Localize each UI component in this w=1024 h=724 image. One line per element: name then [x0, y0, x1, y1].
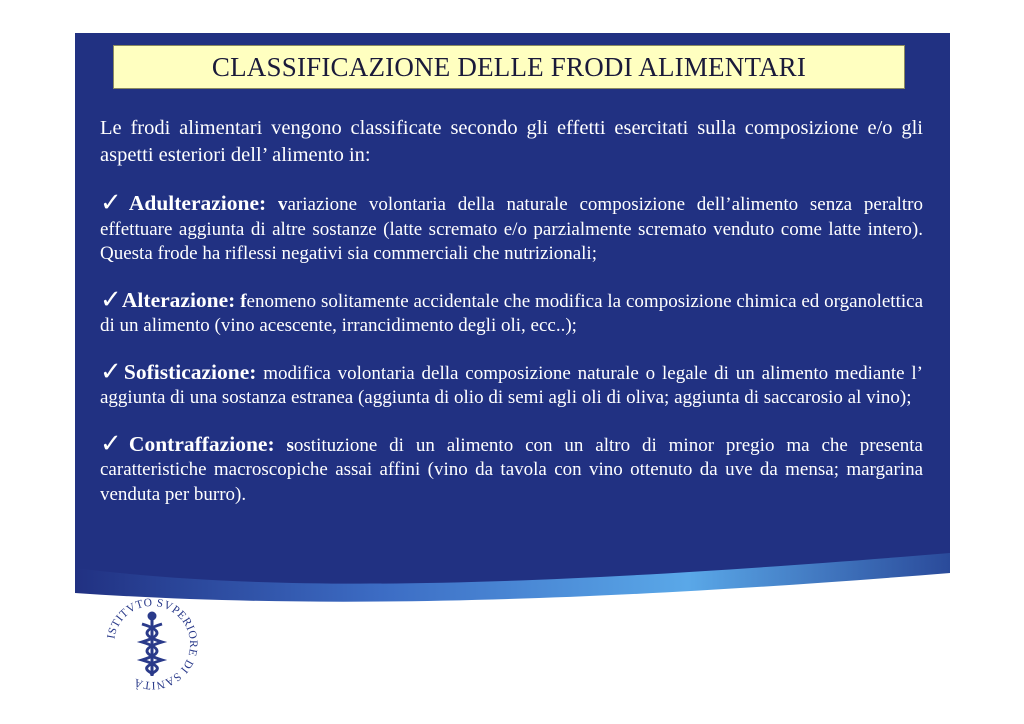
checkmark-icon: ✓	[100, 356, 124, 387]
list-item-contraffazione	[100, 428, 923, 508]
item-text: modifica volontaria della composizione naturale o legale di un alimento mediante l’ aggiunta di una sostanza estranea (aggiunta di olio di semi agli oli di oliva; aggiunta di saccarosio al vino);	[100, 362, 923, 408]
item-first-letter: s	[286, 434, 294, 456]
checkmark-icon: ✓	[100, 188, 129, 218]
logo-ring-text: ISTITVTO SVPERIORE DI SANITÀ	[105, 596, 200, 692]
item-text: ariazione volontaria della naturale composizione dell’alimento senza peraltro effettuare aggiunta di altre sostanze (latte scremato e/o parzialmente scremato venduto come latte intero). Questa frode ha riflessi negativi sia commerciali che nutrizionali;	[100, 194, 923, 264]
item-term: Alterazione:	[121, 287, 236, 312]
item-text: ostituzione di un alimento con un altro di minor pregio ma che presenta caratteristiche macroscopiche assai affini (vino da tavola con vino ottenuto da uve da mensa; margarina venduta per burro).	[100, 434, 923, 505]
list-item-sofisticazione	[100, 356, 923, 411]
title-box	[113, 45, 905, 89]
checkmark-icon: ✓	[100, 284, 122, 315]
item-first-letter: v	[278, 194, 288, 215]
list-item-adulterazione	[100, 188, 923, 267]
item-term: Contraffazione:	[128, 431, 275, 456]
caduceus-icon	[142, 613, 162, 676]
item-text: enomeno solitamente accidentale che modifica la composizione chimica ed organolettica di un alimento (vino acescente, irrancidimento degli oli, ecc..);	[100, 290, 923, 336]
page-title: CLASSIFICAZIONE DELLE FRODI ALIMENTARI	[211, 51, 807, 82]
intro-paragraph: Le frodi alimentari vengono classificate secondo gli effetti esercitati sulla composizione e/o gli aspetti esteriori dell’ alimento in:	[100, 117, 923, 166]
checkmark-icon: ✓	[100, 428, 129, 459]
body-text	[100, 115, 923, 528]
item-term: Adulterazione:	[128, 191, 267, 215]
item-first-letter: f	[240, 290, 247, 312]
slide-panel	[75, 33, 950, 608]
item-term: Sofisticazione:	[123, 359, 257, 384]
list-item-alterazione	[100, 284, 923, 339]
iss-logo	[102, 594, 202, 694]
